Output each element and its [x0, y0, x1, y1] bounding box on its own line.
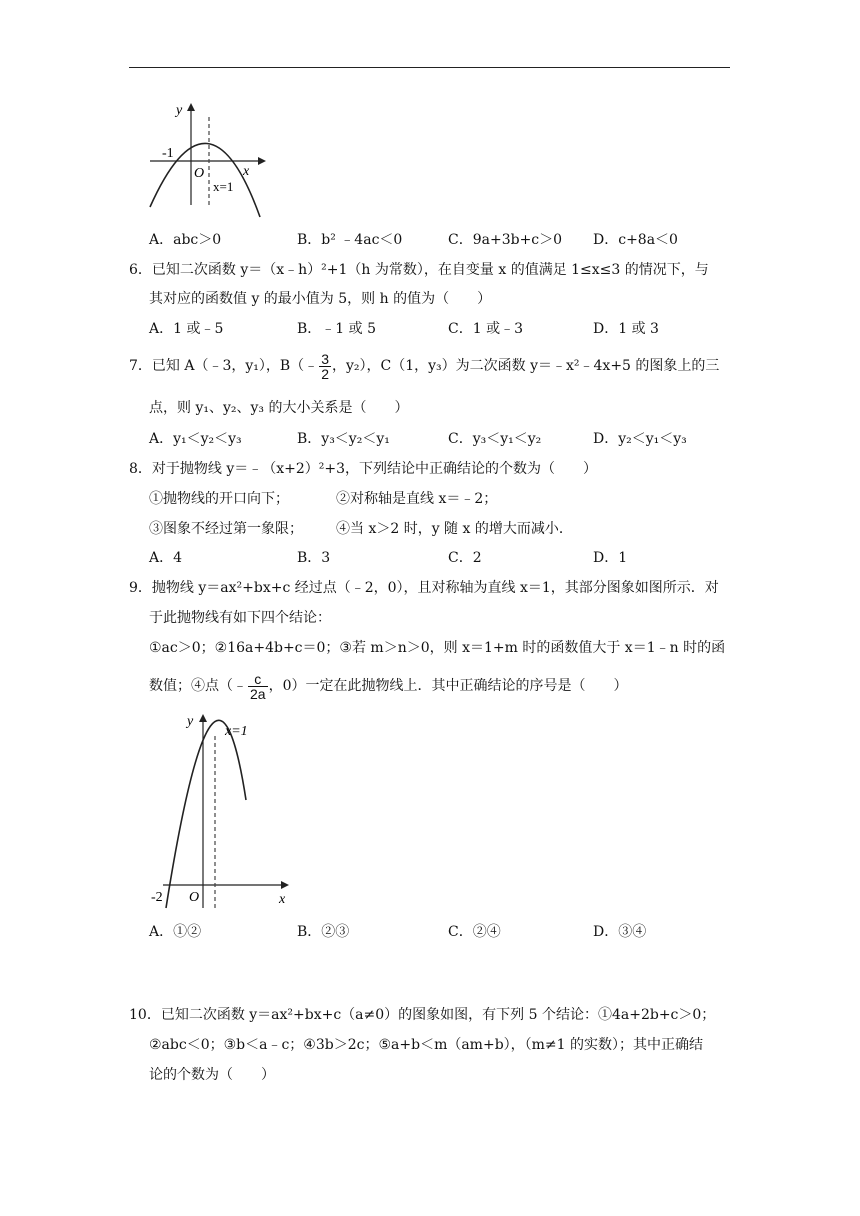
- q7-fraction-numerator: 3: [321, 350, 329, 367]
- q7-stem-line-2: 点，则 y₁、y₂、y₃ 的大小关系是（ ）: [149, 400, 409, 416]
- q9-fraction-numerator: c: [248, 672, 268, 687]
- q6-option-b[interactable]: B．﹣1 或 5: [297, 321, 377, 337]
- q7-option-a[interactable]: A．y₁＜y₂＜y₃: [149, 431, 242, 447]
- q5-option-a[interactable]: A．abc＞0: [149, 232, 222, 248]
- origin-label: O: [189, 890, 200, 905]
- header-rule: [129, 67, 730, 68]
- parabola-figure-1: [140, 95, 270, 220]
- q5-option-d[interactable]: D．c+8a＜0: [593, 232, 678, 248]
- origin-label: O: [194, 166, 205, 181]
- q9-stem-line-3: ①ac＞0；②16a+4b+c＝0；③若 m＞n＞0，则 x＝1+m 时的函数值大于 x＝1﹣n 时的函: [149, 640, 726, 656]
- q9-stem-line-2: 于此抛物线有如下四个结论：: [149, 610, 331, 626]
- q9-fraction: [248, 672, 268, 701]
- q9-stem-line-1: 9．抛物线 y＝ax²+bx+c 经过点（﹣2，0），且对称轴为直线 x＝1，其部分图象如图所示．对: [129, 580, 719, 596]
- q7-fraction-denominator: 2: [321, 365, 329, 382]
- q7-stem-line-1: [129, 351, 719, 381]
- q7-option-c[interactable]: C．y₃＜y₁＜y₂: [448, 431, 542, 447]
- q8-stem-line-1: 8．对于抛物线 y＝﹣（x+2）²+3，下列结论中正确结论的个数为（ ）: [129, 461, 598, 477]
- q9-stem-part-b: ，0）一定在此抛物线上．其中正确结论的序号是（ ）: [268, 678, 628, 694]
- q8-option-d[interactable]: D．1: [593, 550, 628, 566]
- q6-option-c[interactable]: C．1 或﹣3: [448, 321, 523, 337]
- q6-option-d[interactable]: D．1 或 3: [593, 321, 659, 337]
- minus-two-label: -2: [151, 890, 163, 905]
- q7-stem-part-a: 7．已知 A（﹣3，y₁），B（﹣: [129, 358, 319, 374]
- q8-statement-1: ①抛物线的开口向下；: [149, 491, 289, 507]
- q9-option-c[interactable]: C．②④: [448, 924, 501, 940]
- q6-stem-line-2: 其对应的函数值 y 的最小值为 5，则 h 的值为（ ）: [149, 291, 492, 307]
- q7-fraction: [319, 352, 331, 381]
- q5-option-b[interactable]: B．b² ﹣4ac＜0: [297, 232, 403, 248]
- q8-option-c[interactable]: C．2: [448, 550, 482, 566]
- q8-statement-2: ②对称轴是直线 x＝﹣2；: [336, 491, 498, 507]
- x-axis-label: x: [279, 892, 286, 907]
- parabola-figure-2: [145, 708, 295, 913]
- q9-option-a[interactable]: A．①②: [149, 924, 202, 940]
- q6-option-a[interactable]: A．1 或﹣5: [149, 321, 224, 337]
- axis-of-symmetry-label: x=1: [213, 179, 234, 194]
- q10-stem-line-2: ②abc＜0；③b＜a﹣c；④3b＞2c；⑤a+b＜m（am+b），（m≠1 的实数）；其中正确结: [149, 1037, 704, 1053]
- axis-of-symmetry-label: x=1: [225, 724, 248, 739]
- q9-fraction-denominator: 2a: [250, 685, 266, 702]
- q10-stem-line-1: 10．已知二次函数 y＝ax²+bx+c（a≠0）的图象如图，有下列 5 个结论：①4a+2b+c＞0；: [129, 1007, 716, 1023]
- q8-option-b[interactable]: B．3: [297, 550, 331, 566]
- minus-one-label: -1: [162, 146, 174, 161]
- y-axis-label: y: [176, 103, 183, 118]
- q9-stem-part-a: 数值；④点（﹣: [149, 678, 247, 694]
- q8-option-a[interactable]: A．4: [149, 550, 183, 566]
- q7-option-b[interactable]: B．y₃＜y₂＜y₁: [297, 431, 390, 447]
- y-axis-label: y: [187, 714, 194, 729]
- q9-option-d[interactable]: D．③④: [593, 924, 647, 940]
- q8-statement-3: ③图象不经过第一象限；: [149, 521, 303, 537]
- q9-option-b[interactable]: B．②③: [297, 924, 350, 940]
- q6-stem-line-1: 6．已知二次函数 y＝（x﹣h）²+1（h 为常数），在自变量 x 的值满足 1≤x≤3 的情况下，与: [129, 262, 709, 278]
- q9-stem-line-4: [149, 671, 627, 701]
- q10-stem-line-3: 论的个数为（ ）: [149, 1067, 275, 1083]
- x-axis-label: x: [243, 164, 250, 179]
- q8-statement-4: ④当 x＞2 时，y 随 x 的增大而减小．: [336, 521, 573, 537]
- q5-option-c[interactable]: C．9a+3b+c＞0: [448, 232, 563, 248]
- q7-option-d[interactable]: D．y₂＜y₁＜y₃: [593, 431, 687, 447]
- q7-stem-part-b: ，y₂），C（1，y₃）为二次函数 y＝﹣x²﹣4x+5 的图象上的三: [331, 358, 720, 374]
